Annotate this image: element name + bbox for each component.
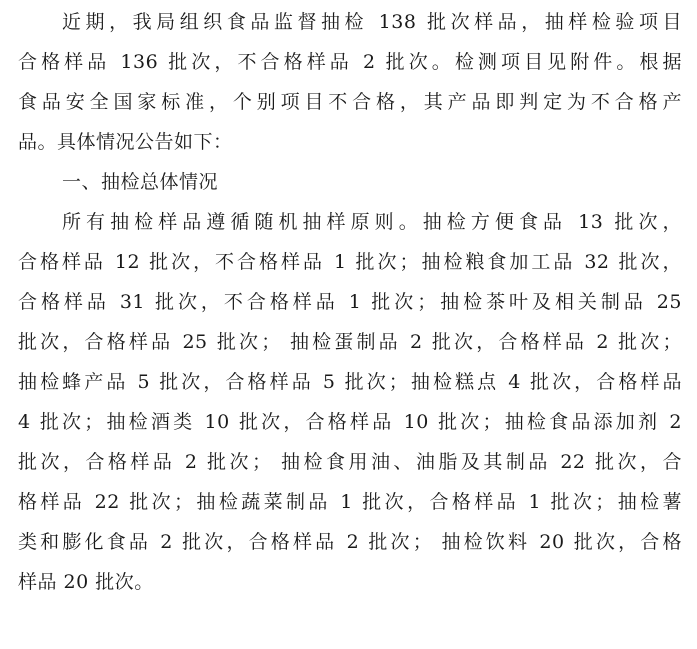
paragraph-2-line-1: 所有抽检样品遵循随机抽样原则。抽检方便食品 13 批次， (62, 211, 682, 233)
paragraph-2-line-5: 抽检蜂产品 5 批次，合格样品 5 批次；抽检糕点 4 批次，合格样品 (18, 371, 682, 393)
paragraph-1-line-2: 合格样品 136 批次，不合格样品 2 批次。检测项目见附件。根据 (18, 51, 682, 73)
paragraph-1-line-3: 食品安全国家标准，个别项目不合格，其产品即判定为不合格产 (18, 91, 682, 113)
paragraph-2-line-4: 批次，合格样品 25 批次； 抽检蛋制品 2 批次，合格样品 2 批次； (18, 331, 682, 353)
paragraph-2-line-8: 格样品 22 批次；抽检蔬菜制品 1 批次，合格样品 1 批次；抽检薯 (18, 491, 682, 513)
paragraph-2-line-10: 样品 20 批次。 (18, 571, 154, 593)
paragraph-2-line-2: 合格样品 12 批次，不合格样品 1 批次；抽检粮食加工品 32 批次， (18, 251, 682, 273)
paragraph-1-line-1: 近期，我局组织食品监督抽检 138 批次样品，抽样检验项目 (62, 11, 682, 33)
paragraph-1-line-4: 品。具体情况公告如下： (18, 131, 233, 153)
section-heading: 一、抽检总体情况 (62, 171, 219, 193)
paragraph-2-line-9: 类和膨化食品 2 批次，合格样品 2 批次； 抽检饮料 20 批次，合格 (18, 531, 682, 553)
paragraph-2-line-6: 4 批次；抽检酒类 10 批次，合格样品 10 批次；抽检食品添加剂 2 (18, 411, 682, 433)
paragraph-2-line-3: 合格样品 31 批次，不合格样品 1 批次；抽检茶叶及相关制品 25 (18, 291, 682, 313)
paragraph-2-line-7: 批次，合格样品 2 批次； 抽检食用油、油脂及其制品 22 批次，合 (18, 451, 682, 473)
